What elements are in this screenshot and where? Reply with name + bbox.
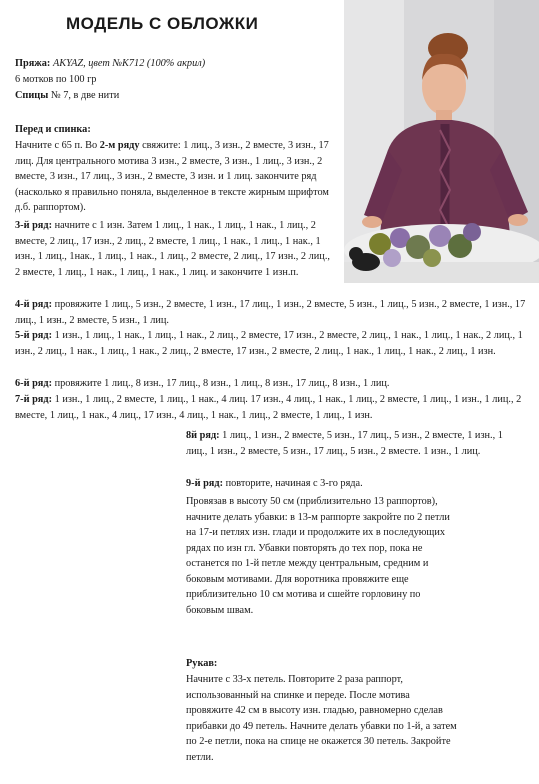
row-8-text: 1 лиц., 1 изн., 2 вместе, 5 изн., 17 лиц., 5 изн., 2 вместе, 1 изн., 1 лиц., 1 изн., 2 вместе, 5 изн., 17 лиц., 5 изн., 2 вместе. 1 изн., 1 лиц. bbox=[186, 430, 503, 457]
model-photo bbox=[344, 0, 539, 283]
intro-text-c: свяжите: 1 лиц., 3 изн., 2 вместе, 3 изн., 17 лиц. Для центрального мотива 3 изн., 2 вместе, 3 изн., 1 лиц., 3 изн., 2 вместе, 3 изн., 17 лиц., 3 изн., 2 вместе, 3 изн. и 1 лиц. закончите ряд (насколько я правильно поняла, выделенное в тексте жирным шрифтом д.б. раппортом). bbox=[15, 140, 329, 213]
skeins-line: 6 мотков по 100 гр bbox=[15, 74, 97, 85]
decrease-instructions: Провязав в высоту 50 см (приблизительно 13 раппортов), начните делать убавки: в 13-м раппорте закройте по 2 петли на 17-и петлях изн. глади и продолжите их в последующих рядах по изн гл. Убавки повторять до тех пор, пока не останется по 1-й петле между центральным, средним и боковым мотивами. Для воротника провяжите еще приблизительно 10 см мотива и сшейте горловину по боковым швам. bbox=[186, 496, 450, 616]
page-title: МОДЕЛЬ С ОБЛОЖКИ bbox=[66, 14, 259, 33]
row-6-text: провяжите 1 лиц., 8 изн., 17 лиц., 8 изн., 1 лиц., 8 изн., 17 лиц., 8 изн., 1 лиц. bbox=[52, 378, 390, 389]
row-7 bbox=[15, 392, 527, 423]
needles-value: № 7, в две нити bbox=[50, 90, 120, 101]
front-back-intro bbox=[15, 138, 337, 216]
row-6-label: 6-й ряд: bbox=[15, 378, 53, 389]
row-4-text: провяжите 1 лиц., 5 изн., 2 вместе, 1 изн., 17 лиц., 1 изн., 2 вместе, 5 изн., 1 лиц., 5 изн., 2 вместе, 1 изн., 17 лиц., 1 изн., 2 вместе, 5 изн., 1 лиц. bbox=[15, 299, 526, 326]
sleeve-instructions: Начните с 33-х петель. Повторите 2 раза раппорт, использованный на спинке и переде. После мотива провяжите 42 см в высоту изн. гладью, равномерно сделав прибавки до 49 петель. Начните делать убавки по 1-й, а затем по 2-е петли, пока на спице не окажется 30 петель. Закройте петли. bbox=[186, 674, 457, 763]
row-7-text: 1 изн., 1 лиц., 2 вместе, 1 лиц., 1 нак., 4 лиц. 17 изн., 4 лиц., 1 нак., 1 лиц., 2 вместе, 1 лиц., 1 изн., 1 лиц., 2 вместе, 1 лиц., 1 нак., 4 лиц., 17 изн., 4 лиц., 1 нак., 1 лиц., 2 вместе, 1 лиц., 1 изн. bbox=[15, 394, 522, 421]
row-9-text: повторите, начиная с 3-го ряда. bbox=[223, 478, 363, 489]
yarn-label: Пряжа: bbox=[15, 58, 51, 69]
row-5-text: 1 изн., 1 лиц., 1 нак., 1 лиц., 1 нак., 2 лиц., 2 вместе, 17 изн., 2 вместе, 2 лиц., 1 нак., 1 лиц., 1 нак., 2 лиц., 1 изн., 2 лиц., 1 нак., 1 лиц., 1 нак., 2 лиц., 2 вместе, 17 изн., 2 вместе, 2 лиц., 1 нак., 1 лиц., 1 нак., 2 лиц., 1 изн. bbox=[15, 330, 523, 357]
row-5-label: 5-й ряд: bbox=[15, 330, 53, 341]
intro-text-a: Начните с 65 п. Во bbox=[15, 140, 100, 151]
front-back-heading: Перед и спинка: bbox=[15, 124, 91, 135]
row-3-label: 3-й ряд: bbox=[15, 220, 53, 231]
row-8 bbox=[186, 428, 524, 459]
row-4-label: 4-й ряд: bbox=[15, 299, 53, 310]
intro-row2-label: 2-м ряду bbox=[99, 140, 140, 151]
row-7-label: 7-й ряд: bbox=[15, 394, 53, 405]
row-9-label: 9-й ряд: bbox=[186, 478, 224, 489]
row-6 bbox=[15, 376, 527, 392]
needles-line bbox=[15, 88, 335, 104]
model-photo-icon bbox=[344, 0, 539, 283]
needles-label: Спицы bbox=[15, 90, 49, 101]
row-4 bbox=[15, 297, 527, 328]
row-3-text: начните с 1 изн. Затем 1 лиц., 1 нак., 1 лиц., 1 нак., 1 лиц., 2 вместе, 2 лиц., 17 изн., 2 лиц., 2 вместе, 1 лиц., 1 нак., 1 лиц., 1 нак., 1 изн., 1 лиц., 1нак., 1 лиц., 1 нак., 1 лиц., 2 вместе, 2 лиц., 17 изн., 2 лиц., 2 вместе, 1 лиц., 1 нак., 1 лиц., 1 нак., 1 лиц. и закончите 1 изн.п. bbox=[15, 220, 330, 278]
sleeve-heading: Рукав: bbox=[186, 658, 218, 669]
row-5 bbox=[15, 328, 527, 359]
row-9 bbox=[186, 476, 524, 492]
yarn-value: AKYAZ, цвет №K712 (100% акрил) bbox=[52, 58, 206, 69]
row-3 bbox=[15, 218, 337, 280]
row-8-label: 8й ряд: bbox=[186, 430, 220, 441]
yarn-line bbox=[15, 56, 335, 72]
